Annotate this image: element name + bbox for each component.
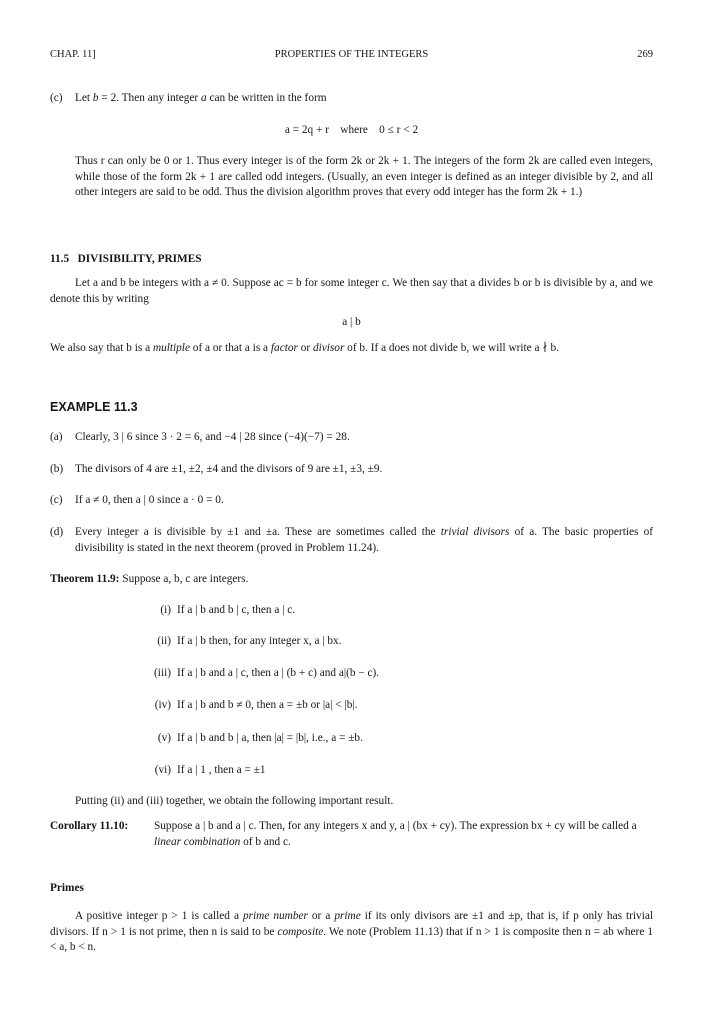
divisibility-definition: Let a and b be integers with a ≠ 0. Suppose ac = b for some integer c. We then say that a divides b or b is divisible by a, and we denote this by writing bbox=[50, 277, 653, 305]
corollary-text: Suppose a | b and a | c. Then, for any integers x and y, a | (bx + cy). The expression bx + cy will be called a linear combination of b and c. bbox=[154, 820, 637, 848]
running-header bbox=[50, 47, 653, 61]
division-equation: a = 2q + r where 0 ≤ r < 2 bbox=[284, 124, 419, 136]
corollary bbox=[50, 819, 653, 850]
section-heading: 11.5 DIVISIBILITY, PRIMES bbox=[50, 253, 202, 265]
primes-heading: Primes bbox=[50, 882, 84, 894]
theorem-label: Theorem 11.9: bbox=[50, 573, 120, 585]
item-label: (c) bbox=[50, 92, 63, 104]
even-odd-paragraph: Thus r can only be 0 or 1. Thus every integer is of the form 2k or 2k + 1. The integers of the form 2k are called even integers, while those of the form 2k + 1 are called odd integers. (Usually, an even integer is defined as an integer divisible by 2, and all other integers are said to be odd. Thus the division algorithm proves that every odd integer has the form 2k + 1.) bbox=[75, 155, 653, 198]
putting-together-sentence: Putting (ii) and (iii) together, we obtain the following important result. bbox=[75, 795, 394, 807]
page-number: 269 bbox=[637, 49, 653, 60]
example-heading: EXAMPLE 11.3 bbox=[50, 400, 138, 414]
chapter-label: CHAP. 11] bbox=[50, 49, 96, 60]
item-c-intro bbox=[50, 91, 653, 107]
divides-notation: a | b bbox=[342, 316, 361, 328]
theorem-part: (iii) If a | b and a | c, then a | (b + c) and a|(b − c). bbox=[154, 667, 380, 679]
theorem bbox=[50, 572, 653, 588]
theorem-part: (iv) If a | b and b ≠ 0, then a = ±b or |a| < |b|. bbox=[154, 699, 358, 711]
example-item-c: (c) If a ≠ 0, then a | 0 since a · 0 = 0. bbox=[50, 494, 224, 506]
example-item-b: (b) The divisors of 4 are ±1, ±2, ±4 and the divisors of 9 are ±1, ±3, ±9. bbox=[50, 463, 383, 475]
multiple-factor-paragraph: We also say that b is a multiple of a or that a is a factor or divisor of b. If a does not divide b, we will write a ∤ b. bbox=[50, 342, 560, 354]
chapter-title: PROPERTIES OF THE INTEGERS bbox=[274, 49, 429, 60]
theorem-part: (vi) If a | 1 , then a = ±1 bbox=[154, 764, 266, 776]
primes-paragraph: A positive integer p > 1 is called a prime number or a prime if its only divisors are ±1 and ±p, that is, if p only has trivial divisors. If n > 1 is not prime, then n is said to be composite. We note (Problem 11.13) that if n > 1 is composite then n = ab where 1 < a, b < n. bbox=[50, 910, 654, 953]
item-text: Let b = 2. Then any integer a can be written in the form bbox=[75, 92, 327, 104]
theorem-part: (ii) If a | b then, for any integer x, a | bx. bbox=[157, 635, 342, 647]
example-item-d: (d) Every integer a is divisible by ±1 and ±a. These are sometimes called the trivial divisors of a. The basic properties of divisibility is stated in the next theorem (proved in Problem 11.24). bbox=[50, 526, 653, 554]
theorem-part: (v) If a | b and b | a, then |a| = |b|, i.e., a = ±b. bbox=[157, 732, 363, 744]
example-item-a: (a) Clearly, 3 | 6 since 3 · 2 = 6, and −4 | 28 since (−4)(−7) = 28. bbox=[50, 431, 350, 443]
corollary-label: Corollary 11.10: bbox=[50, 820, 129, 832]
theorem-statement: Suppose a, b, c are integers. bbox=[122, 573, 249, 585]
theorem-part: (i) If a | b and b | c, then a | c. bbox=[160, 604, 296, 616]
